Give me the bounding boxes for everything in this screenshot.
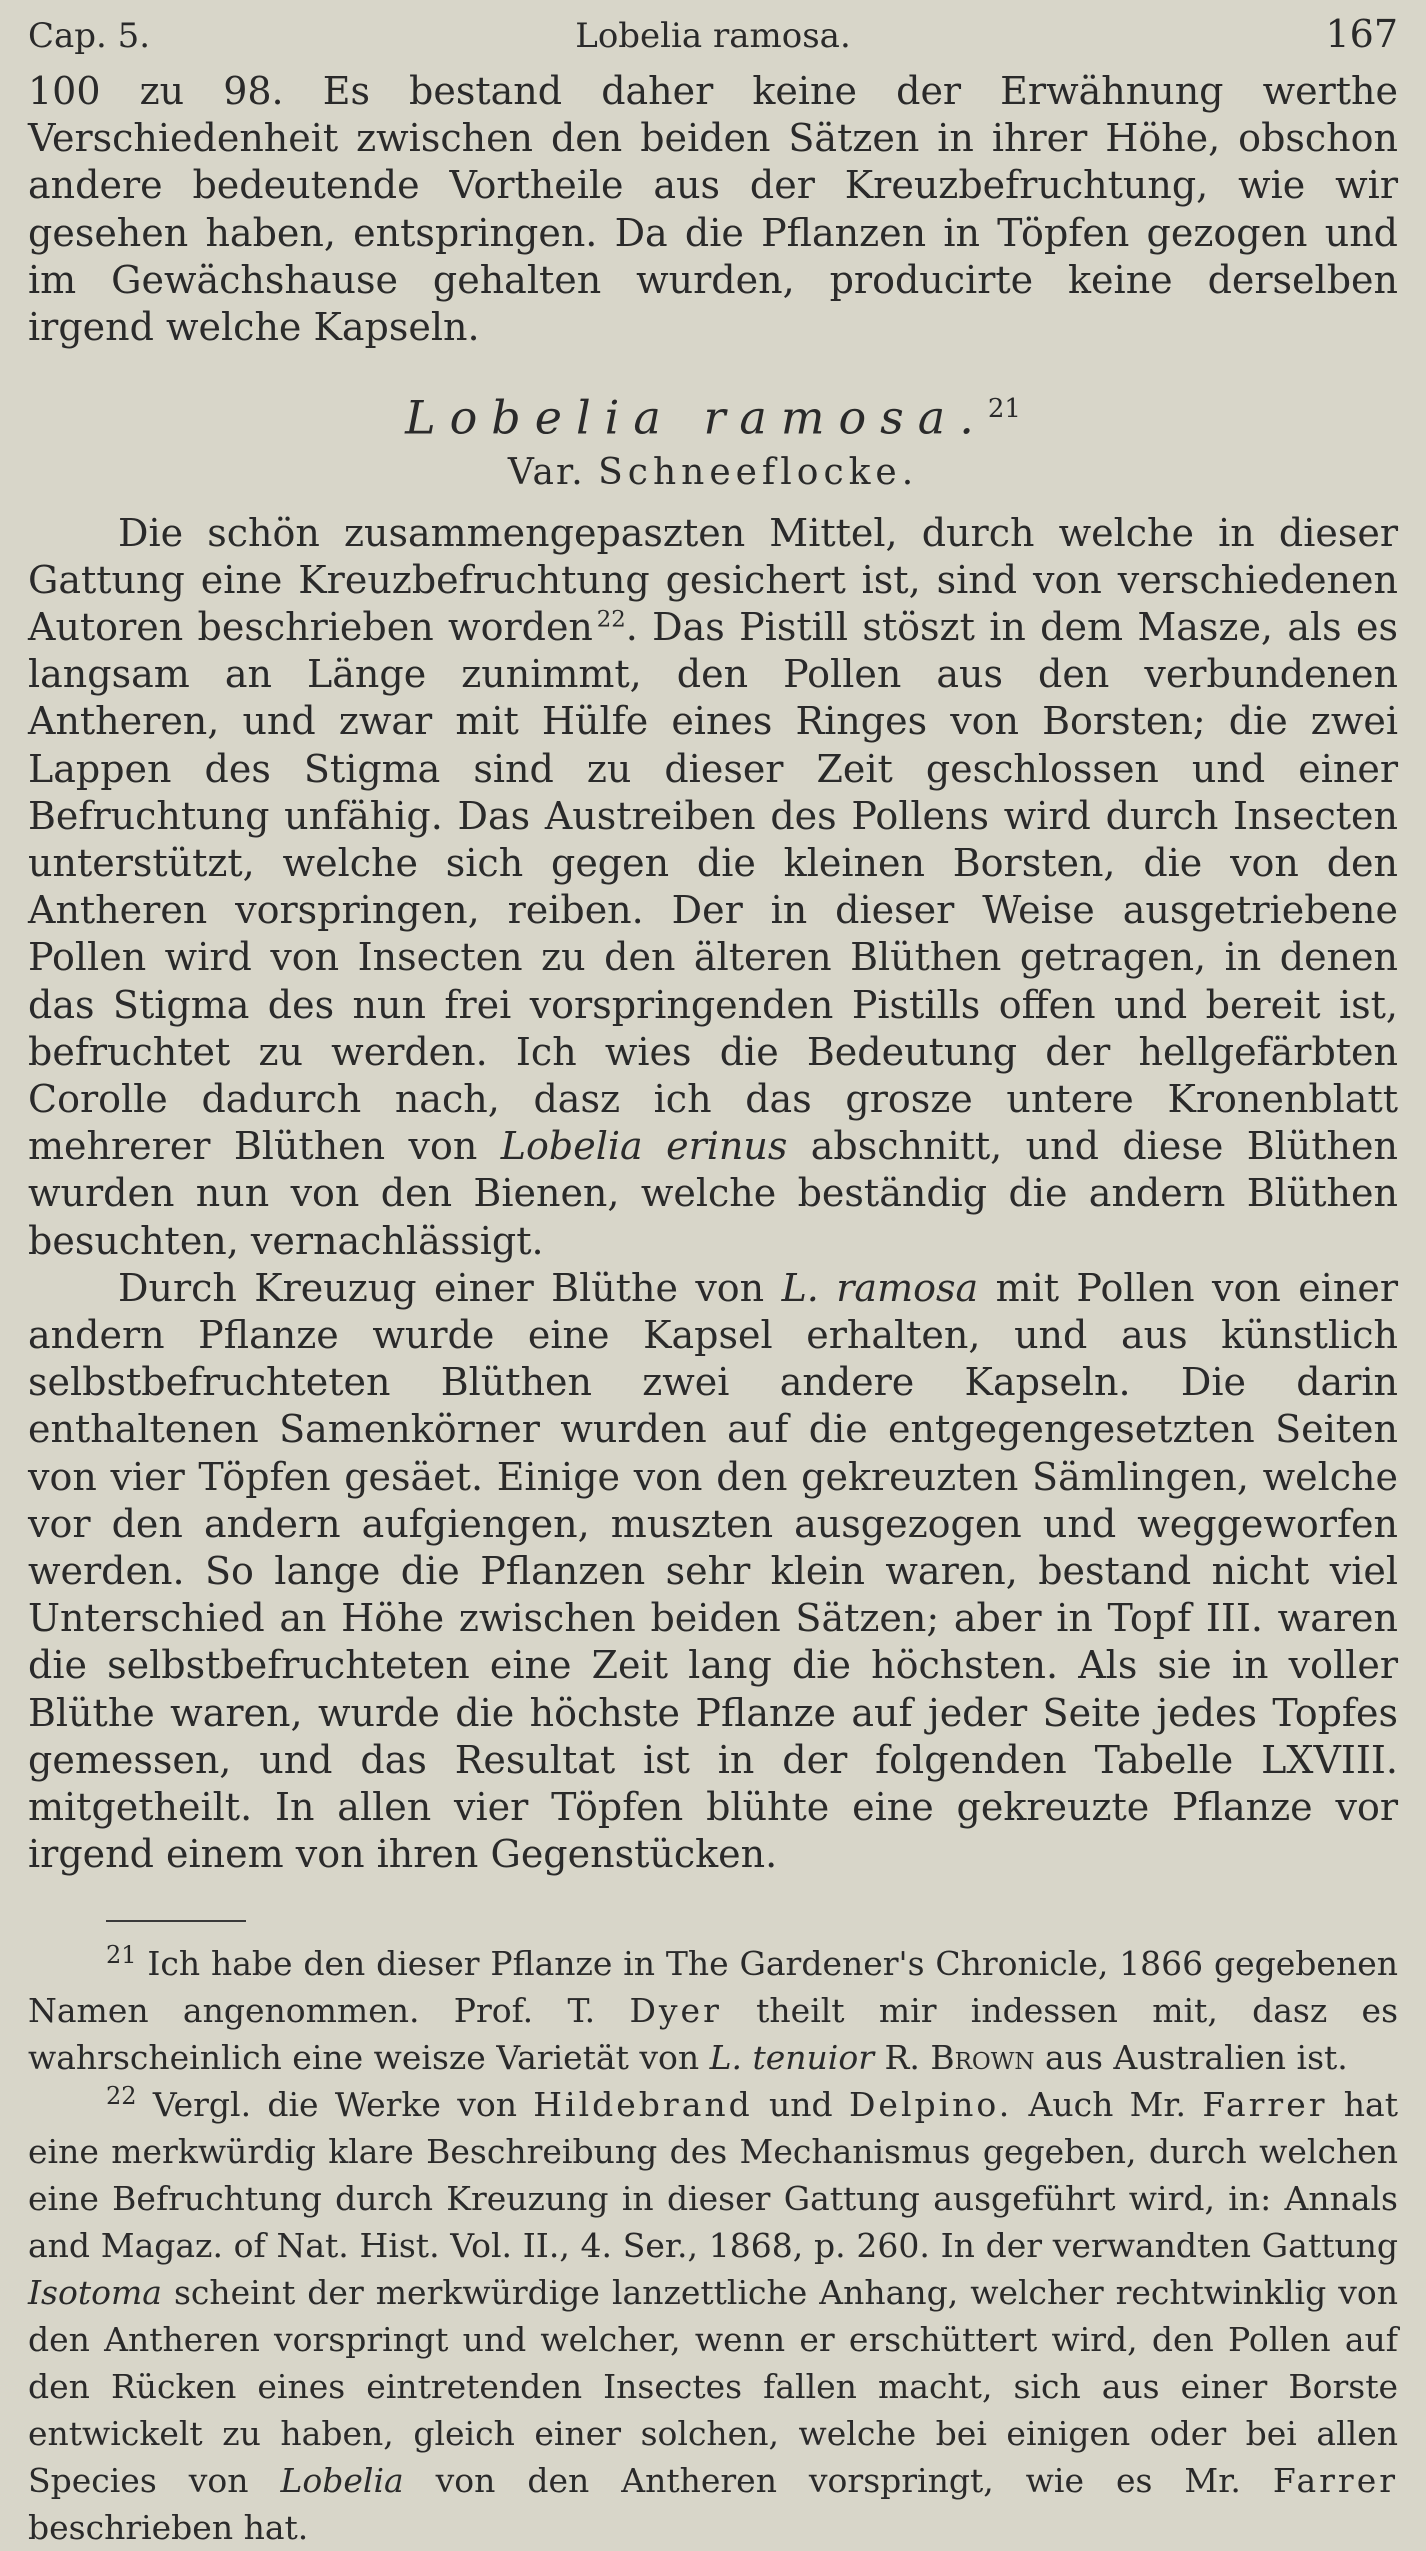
species-name: L. ramosa [781,1265,979,1310]
intro-paragraph: 100 zu 98. Es bestand daher keine der Erwähnung werthe Verschiedenheit zwischen den beiden Sätzen in ihrer Höhe, obschon andere bedeutende Vortheile aus der Kreuzbefruchtung, wie wir gesehen haben, entspringen. Da die Pflanzen in Töpfen gezogen und im Gewächshause gehalten wurden, producirte keine derselben irgend welche Kapseln. [28,69,1398,350]
footnote-22 [28,2081,1398,2551]
running-title: Lobelia ramosa. [575,16,851,56]
footnote-number: 21 [106,1941,137,1970]
section-heading [28,379,1398,497]
footnote-divider [106,1920,246,1922]
species-name: L. tenuior [709,2038,874,2078]
subtitle-prefix: Var. [507,451,585,493]
footnote-text: R. [884,2038,920,2078]
genus-name: Isotoma [28,2273,162,2313]
author-name: Hildebrand [533,2085,753,2125]
body-text: Durch Kreuzug einer Blüthe von [118,1265,765,1310]
footnote-text: hat eine merkwürdig klare Beschreibung des Mechanismus gegeben, durch welchen eine Befruchtung durch Kreuzung in dieser Gattung ausgeführt wird, in: Annals and Magaz. of Nat. Hist. Vol. II., 4. Ser., 1868, p. 260. In der verwandten Gattung [28,2085,1398,2266]
genus-name: Lobelia [280,2461,404,2501]
body-text: . Das Pistill stöszt in dem Masze, als es langsam an Länge zunimmt, den Pollen aus den verbundenen Antheren, und zwar mit Hülfe eines Ringes von Borsten; die zwei Lappen des Stigma sind zu dieser Zeit geschlossen und einer Befruchtung unfähig. Das Austreiben des Pollens wird durch Insecten unterstützt, welche sich gegen die kleinen Borsten, die von den Antheren vorspringen, reiben. Der in dieser Weise ausgetriebene Pollen wird von Insecten zu den älteren Blüthen getragen, in denen das Stigma des nun frei vorspringenden Pistills offen und bereit ist, befruchtet zu werden. Ich wies die Bedeutung der hellgefärbten Corolle dadurch nach, dasz ich das grosze untere Kronenblatt mehrerer Blüthen von [28,604,1398,1169]
body-paragraph-experiment [28,1265,1398,1879]
author-name: Dyer [629,1991,722,2031]
footnote-text: von den Antheren vorspringt, wie es Mr. [435,2461,1241,2501]
author-name: Delpino. [848,2085,1013,2125]
author-name: Farrer [1202,2085,1328,2125]
section-title-text: Lobelia ramosa. [405,390,988,445]
footnote-text: aus Australien ist. [1045,2038,1348,2078]
section-title [28,379,1398,447]
page-number: 167 [1325,12,1398,56]
author-name: Brown [930,2038,1035,2078]
body-text: abschnitt, und diese Blüthen wurden nun von den Bienen, welche beständig die andern Blüthen besuchten, vernachlässigt. [28,1124,1398,1263]
footnote-text: und [769,2085,833,2125]
footnote-text: Ich habe den dieser Pflanze in The Gardener's Chronicle, 1866 gegebenen Namen angenommen. Prof. T. [28,1944,1398,2031]
footnote-number: 22 [106,2082,137,2111]
author-name: Farrer [1272,2461,1398,2501]
species-name: Lobelia erinus [500,1124,788,1169]
running-header [28,12,1398,68]
footnote-ref: 22 [596,606,626,633]
footnote-21 [28,1940,1398,2081]
section-title-ref: 21 [987,394,1021,425]
chapter-label: Cap. 5. [28,16,151,56]
section-subtitle [28,448,1398,498]
body-text: mit Pollen von einer andern Pflanze wurde eine Kapsel erhalten, und aus künstlich selbstbefruchteten Blüthen zwei andere Kapseln. Die darin enthaltenen Samenkörner wurden auf die entgegengesetzten Seiten von vier Töpfen gesäet. Einige von den gekreuzten Sämlingen, welche vor den andern aufgiengen, muszten ausgezogen und weggeworfen werden. So lange die Pflanzen sehr klein waren, bestand nicht viel Unterschied an Höhe zwischen beiden Sätzen; aber in Topf III. waren die selbstbefruchteten eine Zeit lang die höchsten. Als sie in voller Blüthe waren, wurde die höchste Pflanze auf jeder Seite jedes Topfes gemessen, und das Resultat ist in der folgenden Tabelle LXVIII. mitgetheilt. In allen vier Töpfen blühte eine gekreuzte Pflanze vor irgend einem von ihren Gegenstücken. [28,1265,1398,1877]
footnote-text: beschrieben hat. [28,2508,309,2548]
subtitle-name: Schneeflocke. [598,451,919,493]
body-text: Die schön zusammengepaszten Mittel, durch welche in dieser Gattung eine Kreuzbefruchtung gesichert ist, sind von verschiedenen Autoren beschrieben worden [28,510,1398,649]
footnote-text: theilt mir indessen mit, dasz es wahrscheinlich eine weisze Varietät von [28,1991,1398,2078]
footnote-text: Vergl. die Werke von [152,2085,517,2125]
footnote-text: Auch Mr. [1028,2085,1187,2125]
footnote-text: scheint der merkwürdige lanzettliche Anhang, welcher rechtwinklig von den Antheren vorspringt und welcher, wenn er erschüttert wird, den Pollen auf den Rücken eines eintretenden Insectes fallen macht, sich aus einer Borste entwickelt zu haben, gleich einer solchen, welche bei einigen oder bei allen Species von [28,2273,1399,2501]
body-paragraph-mechanism [28,510,1398,1265]
